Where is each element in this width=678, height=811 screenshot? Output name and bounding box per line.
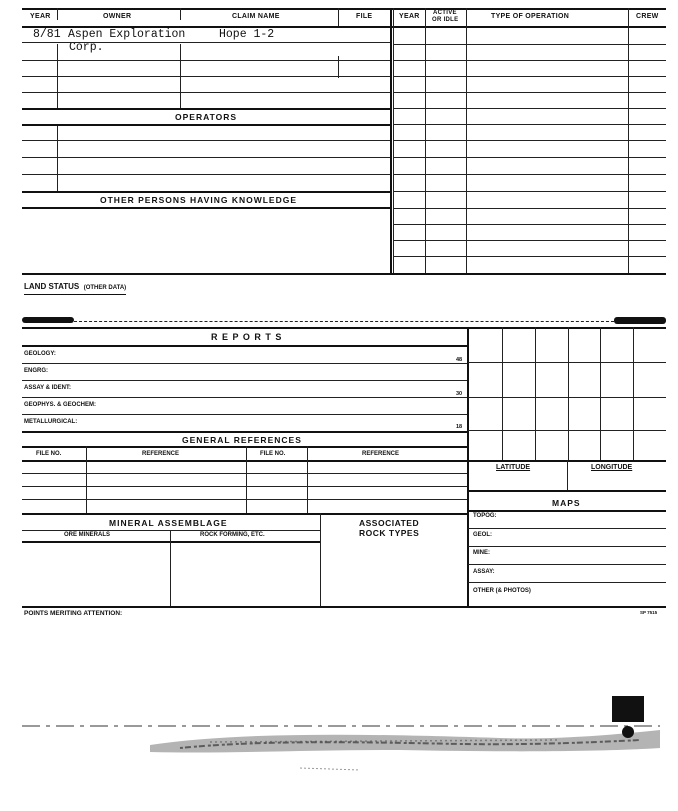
ref-header-file-no-2: FILE NO. [260,451,286,457]
divider-bar-right [614,317,666,324]
header-active-2: OR IDLE [432,17,459,23]
scale-number-30: 30 [456,391,463,397]
mineral-assemblage-heading: MINERAL ASSEMBLAGE [109,518,228,528]
maps-row-mine: MINE: [473,550,490,556]
latitude-label: LATITUDE [496,464,531,471]
maps-row-other: OTHER (& PHOTOS) [473,588,531,594]
maps-row-geol: GEOL: [473,532,492,538]
scan-smudge [0,690,678,790]
general-references-heading: GENERAL REFERENCES [182,435,302,445]
operators-heading: OPERATORS [175,112,238,122]
scale-number-18: 18 [456,424,463,430]
associated-rock-types-2: ROCK TYPES [359,528,420,538]
land-status-heading [24,276,126,295]
maps-row-topog: TOPOG: [473,513,497,519]
ref-header-reference-2: REFERENCE [362,451,400,457]
report-row-geophys: GEOPHYS. & GEOCHEM: [24,402,97,408]
owner-entry-name: Aspen Exploration [68,28,186,41]
form-number: SP 7515 [640,610,658,615]
header-claim-name: CLAIM NAME [232,13,280,20]
scale-number-48: 48 [456,357,463,363]
reports-heading: R E P O R T S [211,332,283,342]
points-meriting-attention: POINTS MERITING ATTENTION: [24,610,123,617]
header-file: FILE [356,13,373,20]
report-row-metallurgical: METALLURGICAL: [24,419,78,425]
header-active-1: ACTIVE [433,10,457,16]
header-year: YEAR [30,13,51,20]
land-status-sub: (OTHER DATA) [83,285,127,291]
report-row-geology: GEOLOGY: [24,351,56,357]
owner-entry-claim: Hope 1-2 [219,28,275,41]
ref-header-reference-1: REFERENCE [142,451,180,457]
ore-minerals-header: ORE MINERALS [64,532,111,538]
header-year-2: YEAR [399,13,420,20]
maps-row-assay: ASSAY: [473,569,495,575]
owner-entry-date: 8/81 [33,28,61,41]
ref-header-file-no-1: FILE NO. [36,451,62,457]
report-row-assay: ASSAY & IDENT: [24,385,72,391]
longitude-label: LONGITUDE [591,464,633,471]
header-owner: OWNER [103,13,132,20]
report-row-engrg: ENGRG: [24,368,48,374]
owner-entry-name-2: Corp. [69,41,104,54]
land-status-label: LAND STATUS [24,282,80,291]
maps-heading: MAPS [552,498,581,508]
other-persons-heading: OTHER PERSONS HAVING KNOWLEDGE [100,195,298,205]
divider-bar-left [22,317,74,323]
rock-forming-header: ROCK FORMING, ETC. [200,532,265,538]
header-crew: CREW [636,13,659,20]
associated-rock-types-1: ASSOCIATED [359,518,420,528]
header-type-of-operation: TYPE OF OPERATION [491,13,570,20]
